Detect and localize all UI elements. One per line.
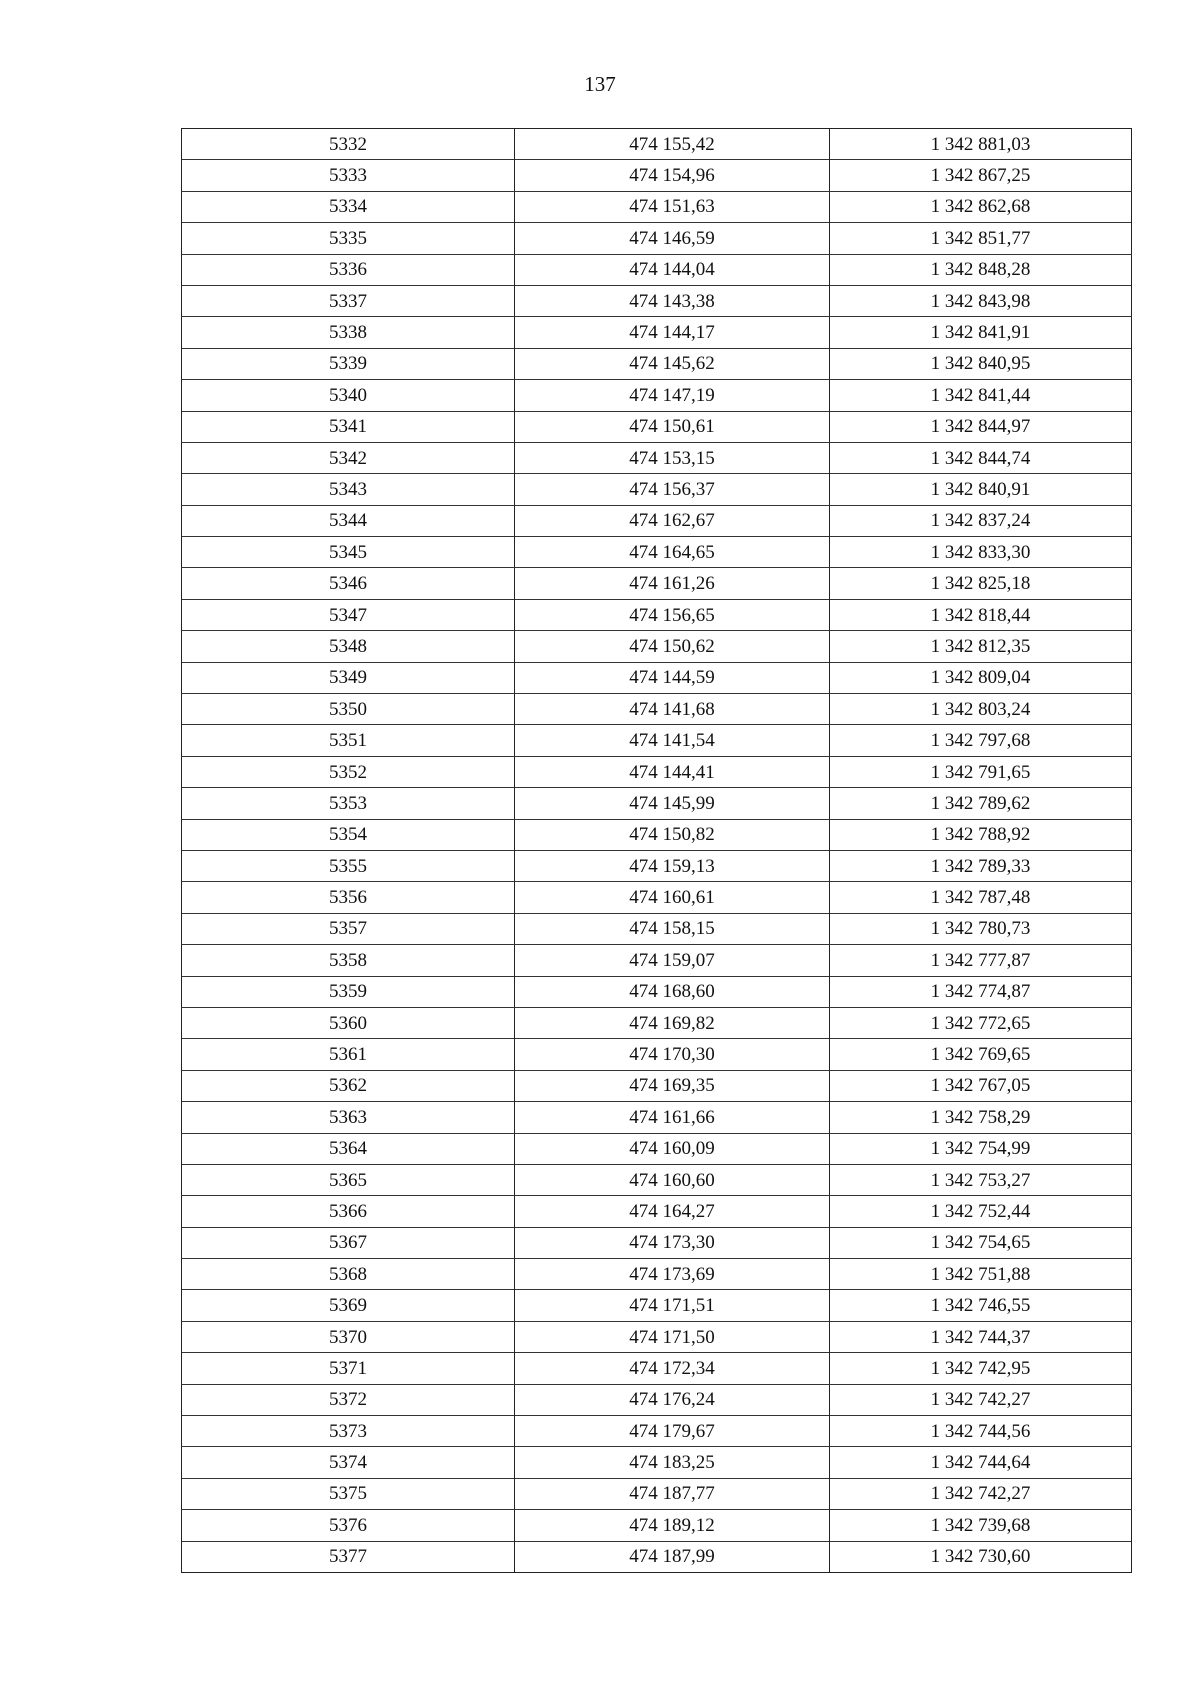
table-row xyxy=(182,1070,1132,1101)
table-row xyxy=(182,442,1132,473)
x-coordinate-cell: 474 147,19 xyxy=(515,380,830,411)
table-row xyxy=(182,882,1132,913)
y-coordinate-cell: 1 342 797,68 xyxy=(830,725,1132,756)
x-coordinate-cell: 474 145,62 xyxy=(515,348,830,379)
point-number-cell: 5375 xyxy=(182,1478,515,1509)
table-row xyxy=(182,160,1132,191)
point-number-cell: 5340 xyxy=(182,380,515,411)
x-coordinate-cell: 474 173,30 xyxy=(515,1227,830,1258)
table-row xyxy=(182,1133,1132,1164)
table-row xyxy=(182,411,1132,442)
y-coordinate-cell: 1 342 825,18 xyxy=(830,568,1132,599)
table-row xyxy=(182,1510,1132,1541)
point-number-cell: 5336 xyxy=(182,254,515,285)
x-coordinate-cell: 474 145,99 xyxy=(515,788,830,819)
y-coordinate-cell: 1 342 788,92 xyxy=(830,819,1132,850)
point-number-cell: 5358 xyxy=(182,945,515,976)
point-number-cell: 5365 xyxy=(182,1164,515,1195)
y-coordinate-cell: 1 342 789,62 xyxy=(830,788,1132,819)
point-number-cell: 5364 xyxy=(182,1133,515,1164)
y-coordinate-cell: 1 342 844,97 xyxy=(830,411,1132,442)
point-number-cell: 5361 xyxy=(182,1039,515,1070)
x-coordinate-cell: 474 179,67 xyxy=(515,1416,830,1447)
table-row xyxy=(182,694,1132,725)
point-number-cell: 5337 xyxy=(182,285,515,316)
table-row xyxy=(182,945,1132,976)
point-number-cell: 5359 xyxy=(182,976,515,1007)
y-coordinate-cell: 1 342 742,27 xyxy=(830,1384,1132,1415)
x-coordinate-cell: 474 183,25 xyxy=(515,1447,830,1478)
table-row xyxy=(182,1039,1132,1070)
y-coordinate-cell: 1 342 744,64 xyxy=(830,1447,1132,1478)
table-row xyxy=(182,505,1132,536)
point-number-cell: 5370 xyxy=(182,1321,515,1352)
x-coordinate-cell: 474 162,67 xyxy=(515,505,830,536)
y-coordinate-cell: 1 342 791,65 xyxy=(830,756,1132,787)
table-row xyxy=(182,599,1132,630)
table-row xyxy=(182,568,1132,599)
table-row xyxy=(182,1416,1132,1447)
x-coordinate-cell: 474 156,65 xyxy=(515,599,830,630)
x-coordinate-cell: 474 159,13 xyxy=(515,850,830,881)
point-number-cell: 5335 xyxy=(182,223,515,254)
y-coordinate-cell: 1 342 867,25 xyxy=(830,160,1132,191)
y-coordinate-cell: 1 342 843,98 xyxy=(830,285,1132,316)
point-number-cell: 5374 xyxy=(182,1447,515,1478)
x-coordinate-cell: 474 160,09 xyxy=(515,1133,830,1164)
point-number-cell: 5346 xyxy=(182,568,515,599)
point-number-cell: 5333 xyxy=(182,160,515,191)
x-coordinate-cell: 474 170,30 xyxy=(515,1039,830,1070)
table-row xyxy=(182,317,1132,348)
x-coordinate-cell: 474 176,24 xyxy=(515,1384,830,1415)
y-coordinate-cell: 1 342 840,91 xyxy=(830,474,1132,505)
x-coordinate-cell: 474 150,61 xyxy=(515,411,830,442)
x-coordinate-cell: 474 144,17 xyxy=(515,317,830,348)
y-coordinate-cell: 1 342 742,95 xyxy=(830,1353,1132,1384)
y-coordinate-cell: 1 342 772,65 xyxy=(830,1007,1132,1038)
table-row xyxy=(182,1007,1132,1038)
y-coordinate-cell: 1 342 777,87 xyxy=(830,945,1132,976)
point-number-cell: 5355 xyxy=(182,850,515,881)
x-coordinate-cell: 474 161,66 xyxy=(515,1102,830,1133)
point-number-cell: 5376 xyxy=(182,1510,515,1541)
point-number-cell: 5341 xyxy=(182,411,515,442)
point-number-cell: 5352 xyxy=(182,756,515,787)
x-coordinate-cell: 474 160,61 xyxy=(515,882,830,913)
table-row xyxy=(182,819,1132,850)
table-row xyxy=(182,725,1132,756)
y-coordinate-cell: 1 342 789,33 xyxy=(830,850,1132,881)
x-coordinate-cell: 474 171,51 xyxy=(515,1290,830,1321)
table-row xyxy=(182,380,1132,411)
table-row xyxy=(182,223,1132,254)
x-coordinate-cell: 474 144,41 xyxy=(515,756,830,787)
table-row xyxy=(182,474,1132,505)
x-coordinate-cell: 474 169,35 xyxy=(515,1070,830,1101)
table-row xyxy=(182,1384,1132,1415)
y-coordinate-cell: 1 342 774,87 xyxy=(830,976,1132,1007)
coordinates-table xyxy=(181,128,1132,1573)
x-coordinate-cell: 474 164,65 xyxy=(515,537,830,568)
x-coordinate-cell: 474 159,07 xyxy=(515,945,830,976)
point-number-cell: 5377 xyxy=(182,1541,515,1572)
y-coordinate-cell: 1 342 841,91 xyxy=(830,317,1132,348)
x-coordinate-cell: 474 141,54 xyxy=(515,725,830,756)
y-coordinate-cell: 1 342 787,48 xyxy=(830,882,1132,913)
x-coordinate-cell: 474 144,04 xyxy=(515,254,830,285)
y-coordinate-cell: 1 342 833,30 xyxy=(830,537,1132,568)
point-number-cell: 5332 xyxy=(182,129,515,160)
y-coordinate-cell: 1 342 754,99 xyxy=(830,1133,1132,1164)
y-coordinate-cell: 1 342 752,44 xyxy=(830,1196,1132,1227)
coordinates-table-body xyxy=(182,129,1132,1573)
x-coordinate-cell: 474 172,34 xyxy=(515,1353,830,1384)
point-number-cell: 5368 xyxy=(182,1259,515,1290)
point-number-cell: 5360 xyxy=(182,1007,515,1038)
y-coordinate-cell: 1 342 818,44 xyxy=(830,599,1132,630)
y-coordinate-cell: 1 342 767,05 xyxy=(830,1070,1132,1101)
point-number-cell: 5373 xyxy=(182,1416,515,1447)
table-row xyxy=(182,285,1132,316)
point-number-cell: 5344 xyxy=(182,505,515,536)
table-row xyxy=(182,1353,1132,1384)
y-coordinate-cell: 1 342 739,68 xyxy=(830,1510,1132,1541)
point-number-cell: 5343 xyxy=(182,474,515,505)
point-number-cell: 5349 xyxy=(182,662,515,693)
table-row xyxy=(182,976,1132,1007)
point-number-cell: 5350 xyxy=(182,694,515,725)
y-coordinate-cell: 1 342 744,37 xyxy=(830,1321,1132,1352)
table-row xyxy=(182,1321,1132,1352)
y-coordinate-cell: 1 342 746,55 xyxy=(830,1290,1132,1321)
table-row xyxy=(182,191,1132,222)
y-coordinate-cell: 1 342 753,27 xyxy=(830,1164,1132,1195)
point-number-cell: 5342 xyxy=(182,442,515,473)
point-number-cell: 5372 xyxy=(182,1384,515,1415)
x-coordinate-cell: 474 141,68 xyxy=(515,694,830,725)
point-number-cell: 5351 xyxy=(182,725,515,756)
table-row xyxy=(182,1259,1132,1290)
x-coordinate-cell: 474 154,96 xyxy=(515,160,830,191)
y-coordinate-cell: 1 342 812,35 xyxy=(830,631,1132,662)
table-row xyxy=(182,1447,1132,1478)
x-coordinate-cell: 474 158,15 xyxy=(515,913,830,944)
table-row xyxy=(182,662,1132,693)
x-coordinate-cell: 474 144,59 xyxy=(515,662,830,693)
table-row xyxy=(182,129,1132,160)
y-coordinate-cell: 1 342 809,04 xyxy=(830,662,1132,693)
x-coordinate-cell: 474 168,60 xyxy=(515,976,830,1007)
table-row xyxy=(182,788,1132,819)
y-coordinate-cell: 1 342 758,29 xyxy=(830,1102,1132,1133)
table-row xyxy=(182,1164,1132,1195)
point-number-cell: 5348 xyxy=(182,631,515,662)
table-row xyxy=(182,254,1132,285)
y-coordinate-cell: 1 342 841,44 xyxy=(830,380,1132,411)
point-number-cell: 5338 xyxy=(182,317,515,348)
y-coordinate-cell: 1 342 881,03 xyxy=(830,129,1132,160)
x-coordinate-cell: 474 161,26 xyxy=(515,568,830,599)
x-coordinate-cell: 474 187,77 xyxy=(515,1478,830,1509)
table-row xyxy=(182,1541,1132,1572)
x-coordinate-cell: 474 146,59 xyxy=(515,223,830,254)
x-coordinate-cell: 474 173,69 xyxy=(515,1259,830,1290)
y-coordinate-cell: 1 342 851,77 xyxy=(830,223,1132,254)
table-row xyxy=(182,1102,1132,1133)
table-row xyxy=(182,348,1132,379)
y-coordinate-cell: 1 342 744,56 xyxy=(830,1416,1132,1447)
y-coordinate-cell: 1 342 751,88 xyxy=(830,1259,1132,1290)
table-row xyxy=(182,913,1132,944)
table-row xyxy=(182,631,1132,662)
y-coordinate-cell: 1 342 844,74 xyxy=(830,442,1132,473)
table-row xyxy=(182,1290,1132,1321)
point-number-cell: 5339 xyxy=(182,348,515,379)
point-number-cell: 5334 xyxy=(182,191,515,222)
x-coordinate-cell: 474 150,82 xyxy=(515,819,830,850)
x-coordinate-cell: 474 187,99 xyxy=(515,1541,830,1572)
y-coordinate-cell: 1 342 848,28 xyxy=(830,254,1132,285)
x-coordinate-cell: 474 150,62 xyxy=(515,631,830,662)
x-coordinate-cell: 474 189,12 xyxy=(515,1510,830,1541)
point-number-cell: 5354 xyxy=(182,819,515,850)
y-coordinate-cell: 1 342 754,65 xyxy=(830,1227,1132,1258)
x-coordinate-cell: 474 155,42 xyxy=(515,129,830,160)
point-number-cell: 5357 xyxy=(182,913,515,944)
point-number-cell: 5347 xyxy=(182,599,515,630)
x-coordinate-cell: 474 153,15 xyxy=(515,442,830,473)
point-number-cell: 5369 xyxy=(182,1290,515,1321)
x-coordinate-cell: 474 160,60 xyxy=(515,1164,830,1195)
point-number-cell: 5366 xyxy=(182,1196,515,1227)
y-coordinate-cell: 1 342 730,60 xyxy=(830,1541,1132,1572)
table-row xyxy=(182,1227,1132,1258)
x-coordinate-cell: 474 171,50 xyxy=(515,1321,830,1352)
y-coordinate-cell: 1 342 780,73 xyxy=(830,913,1132,944)
y-coordinate-cell: 1 342 742,27 xyxy=(830,1478,1132,1509)
table-row xyxy=(182,1196,1132,1227)
x-coordinate-cell: 474 164,27 xyxy=(515,1196,830,1227)
y-coordinate-cell: 1 342 862,68 xyxy=(830,191,1132,222)
table-row xyxy=(182,756,1132,787)
page-number: 137 xyxy=(584,72,616,96)
point-number-cell: 5362 xyxy=(182,1070,515,1101)
y-coordinate-cell: 1 342 803,24 xyxy=(830,694,1132,725)
point-number-cell: 5371 xyxy=(182,1353,515,1384)
x-coordinate-cell: 474 143,38 xyxy=(515,285,830,316)
point-number-cell: 5356 xyxy=(182,882,515,913)
x-coordinate-cell: 474 151,63 xyxy=(515,191,830,222)
point-number-cell: 5363 xyxy=(182,1102,515,1133)
table-row xyxy=(182,537,1132,568)
y-coordinate-cell: 1 342 840,95 xyxy=(830,348,1132,379)
point-number-cell: 5367 xyxy=(182,1227,515,1258)
x-coordinate-cell: 474 156,37 xyxy=(515,474,830,505)
y-coordinate-cell: 1 342 837,24 xyxy=(830,505,1132,536)
table-row xyxy=(182,1478,1132,1509)
point-number-cell: 5345 xyxy=(182,537,515,568)
x-coordinate-cell: 474 169,82 xyxy=(515,1007,830,1038)
y-coordinate-cell: 1 342 769,65 xyxy=(830,1039,1132,1070)
point-number-cell: 5353 xyxy=(182,788,515,819)
table-row xyxy=(182,850,1132,881)
